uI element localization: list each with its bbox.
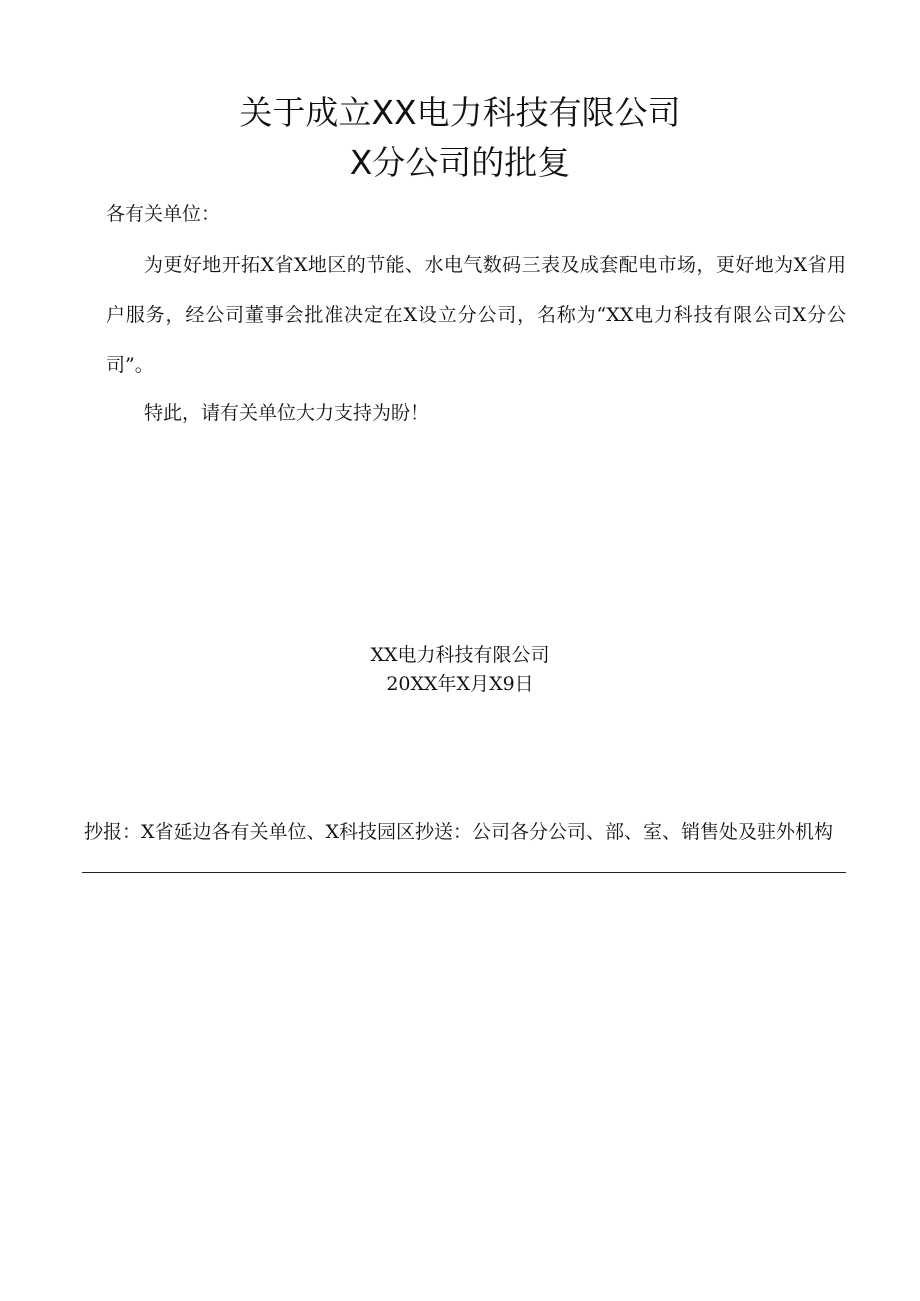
salutation: 各有关单位：	[106, 203, 221, 225]
signature-date: 20XX年X月X9日	[386, 673, 534, 695]
document-title-line2: X分公司的批复	[349, 143, 571, 182]
cc-underline-divider	[82, 872, 846, 873]
document-title-line1: 关于成立XX电力科技有限公司	[239, 93, 681, 132]
closing-paragraph: 特此，请有关单位大力支持为盼！	[144, 402, 430, 424]
signature-company: XX电力科技有限公司	[370, 644, 550, 666]
body-paragraph: 为更好地开拓X省X地区的节能、水电气数码三表及成套配电市场，更好地为X省用户服务，经公司董事会批准决定在X设立分公司，名称为“XX电力科技有限公司X分公司”。	[106, 254, 846, 376]
cc-distribution-line: 抄报：X省延边各有关单位、X科技园区抄送：公司各分公司、部、室、销售处及驻外机构	[84, 821, 834, 843]
